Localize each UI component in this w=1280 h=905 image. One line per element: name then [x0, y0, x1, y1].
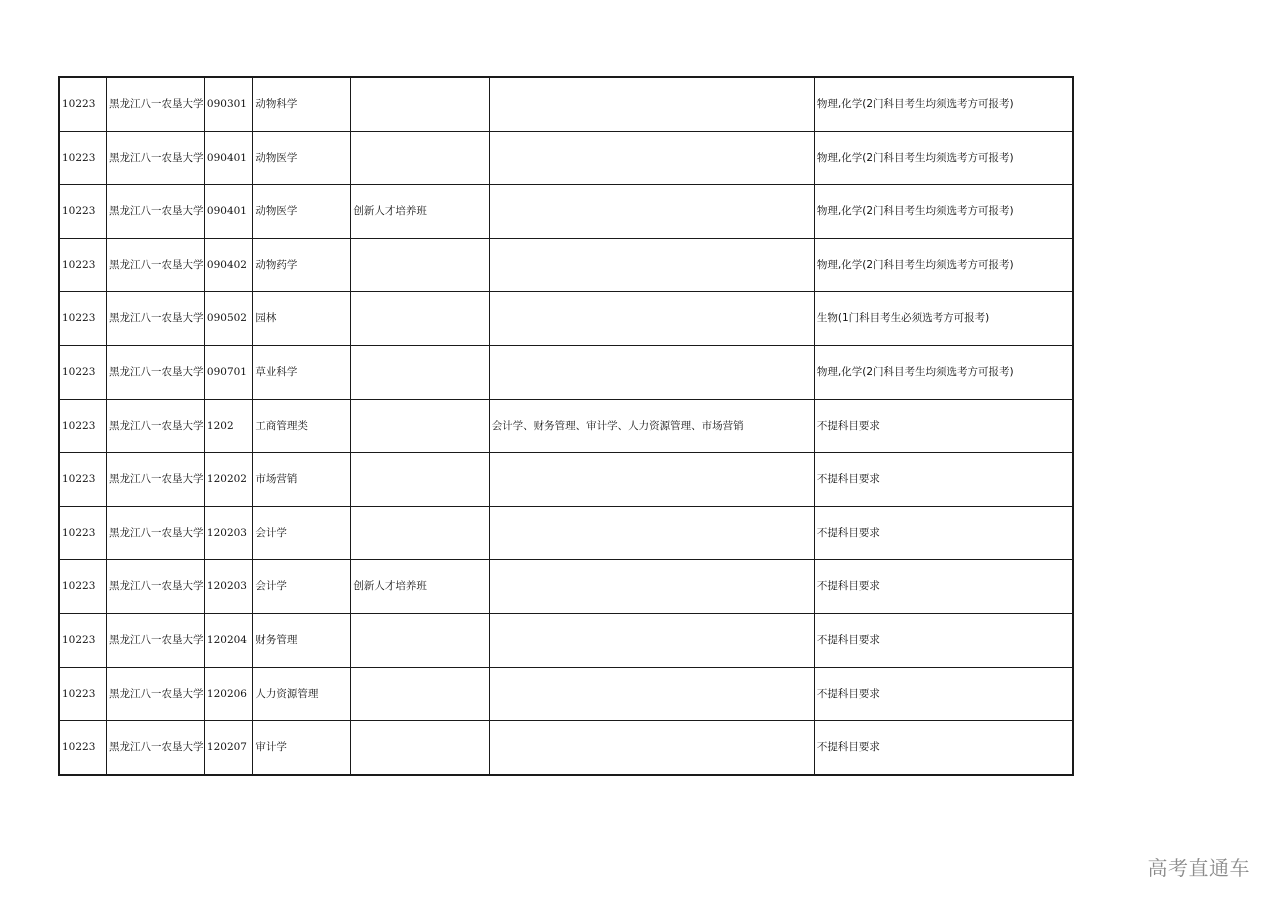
school-name-cell: 黑龙江八一农垦大学 [106, 131, 204, 185]
table-row [59, 613, 1073, 667]
school-code-cell: 10223 [59, 453, 106, 507]
included-majors-cell [489, 667, 814, 721]
included-majors-cell [489, 292, 814, 346]
school-code-cell: 10223 [59, 185, 106, 239]
included-majors-cell [489, 345, 814, 399]
major-code-cell: 090401 [204, 185, 252, 239]
table-body [59, 77, 1073, 775]
major-code-cell: 090401 [204, 131, 252, 185]
major-code-cell: 120207 [204, 721, 252, 775]
included-majors-cell [489, 560, 814, 614]
watermark-text: 高考直通车 [1147, 856, 1250, 880]
school-name-cell: 黑龙江八一农垦大学 [106, 667, 204, 721]
major-code-cell: 120203 [204, 506, 252, 560]
included-majors-cell [489, 131, 814, 185]
table-row [59, 560, 1073, 614]
note-cell [351, 131, 489, 185]
major-name-cell: 动物医学 [253, 131, 351, 185]
note-cell: 创新人才培养班 [351, 560, 489, 614]
major-code-cell: 090701 [204, 345, 252, 399]
included-majors-cell [489, 77, 814, 131]
table-row [59, 721, 1073, 775]
major-name-cell: 工商管理类 [253, 399, 351, 453]
school-name-cell: 黑龙江八一农垦大学 [106, 721, 204, 775]
note-cell [351, 238, 489, 292]
table-row [59, 506, 1073, 560]
major-name-cell: 市场营销 [253, 453, 351, 507]
included-majors-cell [489, 721, 814, 775]
school-code-cell: 10223 [59, 238, 106, 292]
requirement-cell: 不提科目要求 [814, 560, 1073, 614]
requirement-cell: 生物(1门科目考生必须选考方可报考) [814, 292, 1073, 346]
major-name-cell: 草业科学 [253, 345, 351, 399]
included-majors-cell [489, 613, 814, 667]
major-code-cell: 090502 [204, 292, 252, 346]
major-name-cell: 会计学 [253, 506, 351, 560]
major-code-cell: 120202 [204, 453, 252, 507]
school-code-cell: 10223 [59, 560, 106, 614]
requirement-cell: 物理,化学(2门科目考生均须选考方可报考) [814, 77, 1073, 131]
major-name-cell: 动物医学 [253, 185, 351, 239]
major-name-cell: 会计学 [253, 560, 351, 614]
table-row [59, 453, 1073, 507]
table-row [59, 667, 1073, 721]
school-code-cell: 10223 [59, 77, 106, 131]
major-name-cell: 审计学 [253, 721, 351, 775]
note-cell [351, 667, 489, 721]
table-row [59, 131, 1073, 185]
requirement-cell: 物理,化学(2门科目考生均须选考方可报考) [814, 131, 1073, 185]
subject-requirement-table [58, 76, 1074, 776]
requirement-cell: 物理,化学(2门科目考生均须选考方可报考) [814, 238, 1073, 292]
major-name-cell: 园林 [253, 292, 351, 346]
school-code-cell: 10223 [59, 667, 106, 721]
school-name-cell: 黑龙江八一农垦大学 [106, 292, 204, 346]
note-cell [351, 292, 489, 346]
requirement-cell: 不提科目要求 [814, 399, 1073, 453]
major-code-cell: 120206 [204, 667, 252, 721]
included-majors-cell [489, 238, 814, 292]
school-name-cell: 黑龙江八一农垦大学 [106, 77, 204, 131]
school-name-cell: 黑龙江八一农垦大学 [106, 399, 204, 453]
major-code-cell: 1202 [204, 399, 252, 453]
note-cell: 创新人才培养班 [351, 185, 489, 239]
included-majors-cell [489, 185, 814, 239]
school-name-cell: 黑龙江八一农垦大学 [106, 506, 204, 560]
school-name-cell: 黑龙江八一农垦大学 [106, 185, 204, 239]
note-cell [351, 506, 489, 560]
school-code-cell: 10223 [59, 345, 106, 399]
school-name-cell: 黑龙江八一农垦大学 [106, 238, 204, 292]
major-code-cell: 090301 [204, 77, 252, 131]
school-name-cell: 黑龙江八一农垦大学 [106, 453, 204, 507]
requirement-cell: 不提科目要求 [814, 506, 1073, 560]
school-code-cell: 10223 [59, 292, 106, 346]
requirement-cell: 不提科目要求 [814, 613, 1073, 667]
major-code-cell: 090402 [204, 238, 252, 292]
major-code-cell: 120203 [204, 560, 252, 614]
school-code-cell: 10223 [59, 613, 106, 667]
note-cell [351, 77, 489, 131]
requirement-cell: 不提科目要求 [814, 453, 1073, 507]
table-row [59, 292, 1073, 346]
school-name-cell: 黑龙江八一农垦大学 [106, 345, 204, 399]
note-cell [351, 613, 489, 667]
table-row [59, 185, 1073, 239]
note-cell [351, 453, 489, 507]
requirement-cell: 不提科目要求 [814, 667, 1073, 721]
table-row [59, 238, 1073, 292]
school-code-cell: 10223 [59, 506, 106, 560]
table-row [59, 77, 1073, 131]
note-cell [351, 721, 489, 775]
major-code-cell: 120204 [204, 613, 252, 667]
requirement-cell: 物理,化学(2门科目考生均须选考方可报考) [814, 345, 1073, 399]
table-row [59, 399, 1073, 453]
included-majors-cell: 会计学、财务管理、审计学、人力资源管理、市场营销 [489, 399, 814, 453]
major-name-cell: 动物药学 [253, 238, 351, 292]
school-code-cell: 10223 [59, 399, 106, 453]
major-name-cell: 动物科学 [253, 77, 351, 131]
note-cell [351, 345, 489, 399]
table-row [59, 345, 1073, 399]
note-cell [351, 399, 489, 453]
school-code-cell: 10223 [59, 131, 106, 185]
school-name-cell: 黑龙江八一农垦大学 [106, 560, 204, 614]
school-code-cell: 10223 [59, 721, 106, 775]
requirement-cell: 物理,化学(2门科目考生均须选考方可报考) [814, 185, 1073, 239]
major-name-cell: 财务管理 [253, 613, 351, 667]
included-majors-cell [489, 453, 814, 507]
requirement-cell: 不提科目要求 [814, 721, 1073, 775]
school-name-cell: 黑龙江八一农垦大学 [106, 613, 204, 667]
major-name-cell: 人力资源管理 [253, 667, 351, 721]
included-majors-cell [489, 506, 814, 560]
